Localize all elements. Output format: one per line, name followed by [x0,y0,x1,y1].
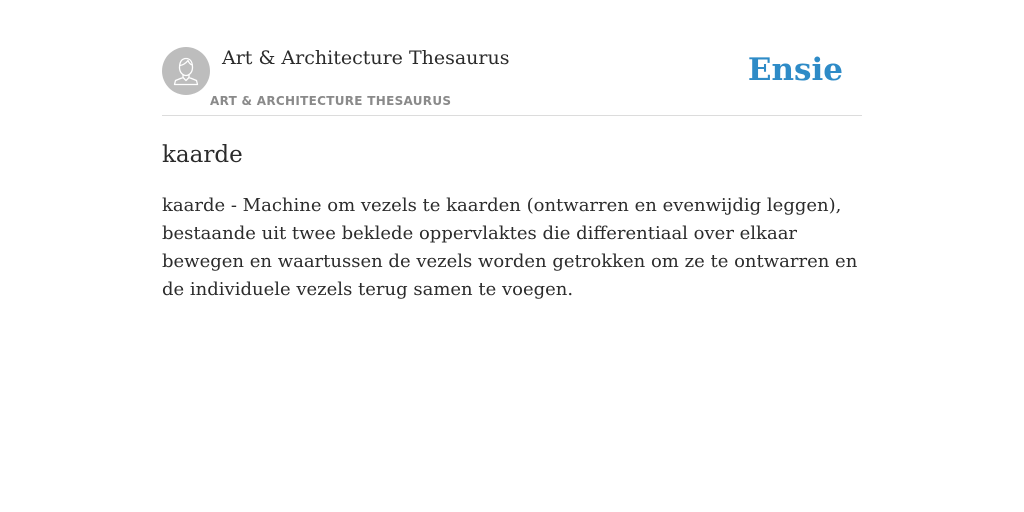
brand-logo[interactable]: Ensie [747,52,843,88]
author-subtitle[interactable]: ART & ARCHITECTURE THESAURUS [210,94,452,108]
term-title: kaarde [162,142,243,168]
user-icon [162,47,210,95]
author-name[interactable]: Art & Architecture Thesaurus [222,47,510,69]
page-header [162,0,862,116]
author-avatar[interactable] [162,47,210,95]
page-container [162,0,862,512]
term-definition: kaarde - Machine om vezels te kaarden (ontwarren en evenwijdig leggen), bestaande uit twee beklede oppervlaktes die differentiaal over elkaar bewegen en waartussen de vezels worden getrokken om ze te ontwarren en de individuele vezels terug samen te voegen. [162,195,858,300]
